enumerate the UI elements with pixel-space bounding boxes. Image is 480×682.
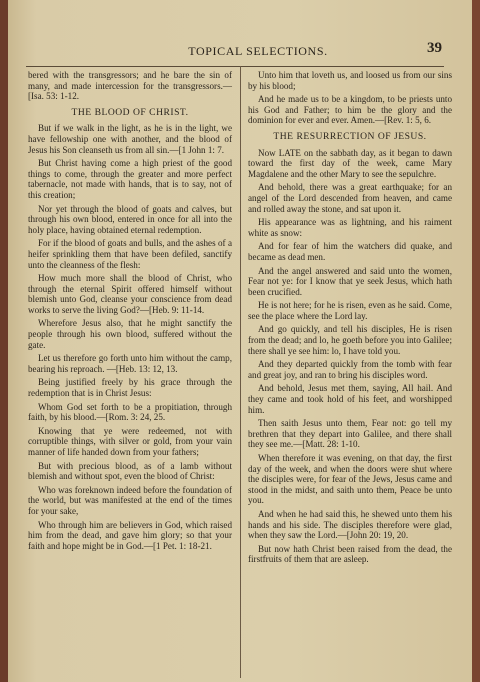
paragraph: Then saith Jesus unto them, Fear not: go tell my brethren that they depart into Galilee, and there shall they see me.—[Matt. 28: 1-10. [248,418,452,450]
paragraph: He is not here; for he is risen, even as he said. Come, see the place where the Lord lay. [248,300,452,321]
header-rule [26,66,444,67]
paragraph: Wherefore Jesus also, that he might sanctify the people through his own blood, suffered without the gate. [28,318,232,350]
paragraph: Nor yet through the blood of goats and calves, but through his own blood, entered in once for all into the holy place, having obtained eternal redemption. [28,203,232,235]
paragraph: When therefore it was evening, on that day, the first day of the week, and when the doors were shut where the disciples were, for fear of the Jews, Jesus came and stood in the midst, and saith unto them, Peace be unto you. [248,453,452,506]
page-header [8,40,480,60]
paragraph: And for fear of him the watchers did quake, and became as dead men. [248,241,452,262]
paragraph: For if the blood of goats and bulls, and the ashes of a heifer sprinkling them that have been defiled, sanctify unto the cleanness of the flesh: [28,238,232,270]
paragraph: But with precious blood, as of a lamb without blemish and without spot, even the blood of Christ: [28,460,232,482]
page-edge [472,0,480,682]
paragraph: Unto him that loveth us, and loosed us from our sins by his blood; [248,70,452,91]
running-title: TOPICAL SELECTIONS. [188,44,328,58]
paragraph: Whom God set forth to be a propitiation, through faith, by his blood.—[Rom. 3: 24, 25. [28,401,232,423]
paragraph: Being justified freely by his grace through the redemption that is in Christ Jesus: [28,377,232,399]
paragraph: And behold, Jesus met them, saying, All hail. And they came and took hold of his feet, and worshipped him. [248,383,452,415]
paragraph: How much more shall the blood of Christ, who through the eternal Spirit offered himself without blemish unto God, cleanse your conscience from dead works to serve the living God?—[Heb. 9: 11-14. [28,273,232,315]
right-column [248,70,452,568]
paragraph: And they departed quickly from the tomb with fear and great joy, and ran to bring his disciples word. [248,359,452,380]
page-number: 39 [427,40,442,56]
paragraph: bered with the transgressors; and he bare the sin of many, and made intercession for the transgressors.—[Isa. 53: 1-12. [28,70,232,102]
paragraph: But now hath Christ been raised from the dead, the firstfruits of them that are asleep. [248,543,452,565]
column-divider [240,66,241,678]
paragraph: Now LATE on the sabbath day, as it began to dawn toward the first day of the week, came Mary Magdalene and the other Mary to see the sepulchre. [248,147,452,179]
paragraph: Who was foreknown indeed before the foundation of the world, but was manifested at the end of the times for your sake, [28,484,232,516]
paragraph: And the angel answered and said unto the women, Fear not ye: for I know that ye seek Jesus, which hath been crucified. [248,265,452,297]
paragraph: But if we walk in the light, as he is in the light, we have fellowship one with another, and the blood of Jesus his Son cleanseth us from all sin.—[1 John 1: 7. [28,123,232,155]
paragraph: And go quickly, and tell his disciples, He is risen from the dead; and lo, he goeth before you into Galilee; there shall ye see him: lo, I have told you. [248,324,452,356]
paragraph: And he made us to be a kingdom, to be priests unto his God and Father; to him be the glory and the dominion for ever and ever. Amen.—[Rev. 1: 5, 6. [248,94,452,126]
book-page [8,0,480,682]
paragraph: But Christ having come a high priest of the good things to come, through the greater and more perfect tabernacle, not made with hands, that is to say, not of this creation; [28,158,232,200]
section-heading-blood-of-christ: THE BLOOD OF CHRIST. [71,106,189,118]
paragraph: Knowing that ye were redeemed, not with corruptible things, with silver or gold, from your vain manner of life handed down from your fathers; [28,425,232,457]
paragraph: Let us therefore go forth unto him without the camp, bearing his reproach. —[Heb. 13: 12, 13. [28,353,232,374]
left-column [28,70,232,554]
paragraph: His appearance was as lightning, and his raiment white as snow: [248,217,452,238]
paragraph: And when he had said this, he shewed unto them his hands and his side. The disciples therefore were glad, when they saw the Lord.—[John 20: 19, 20. [248,508,452,541]
paragraph: Who through him are believers in God, which raised him from the dead, and gave him glory; so that your faith and hope might be in God.—[1 Pet. 1: 18-21. [28,519,232,551]
section-heading-resurrection: THE RESURRECTION OF JESUS. [273,130,427,142]
paragraph: And behold, there was a great earthquake; for an angel of the Lord descended from heaven, and came and rolled away the stone, and sat upon it. [248,182,452,214]
